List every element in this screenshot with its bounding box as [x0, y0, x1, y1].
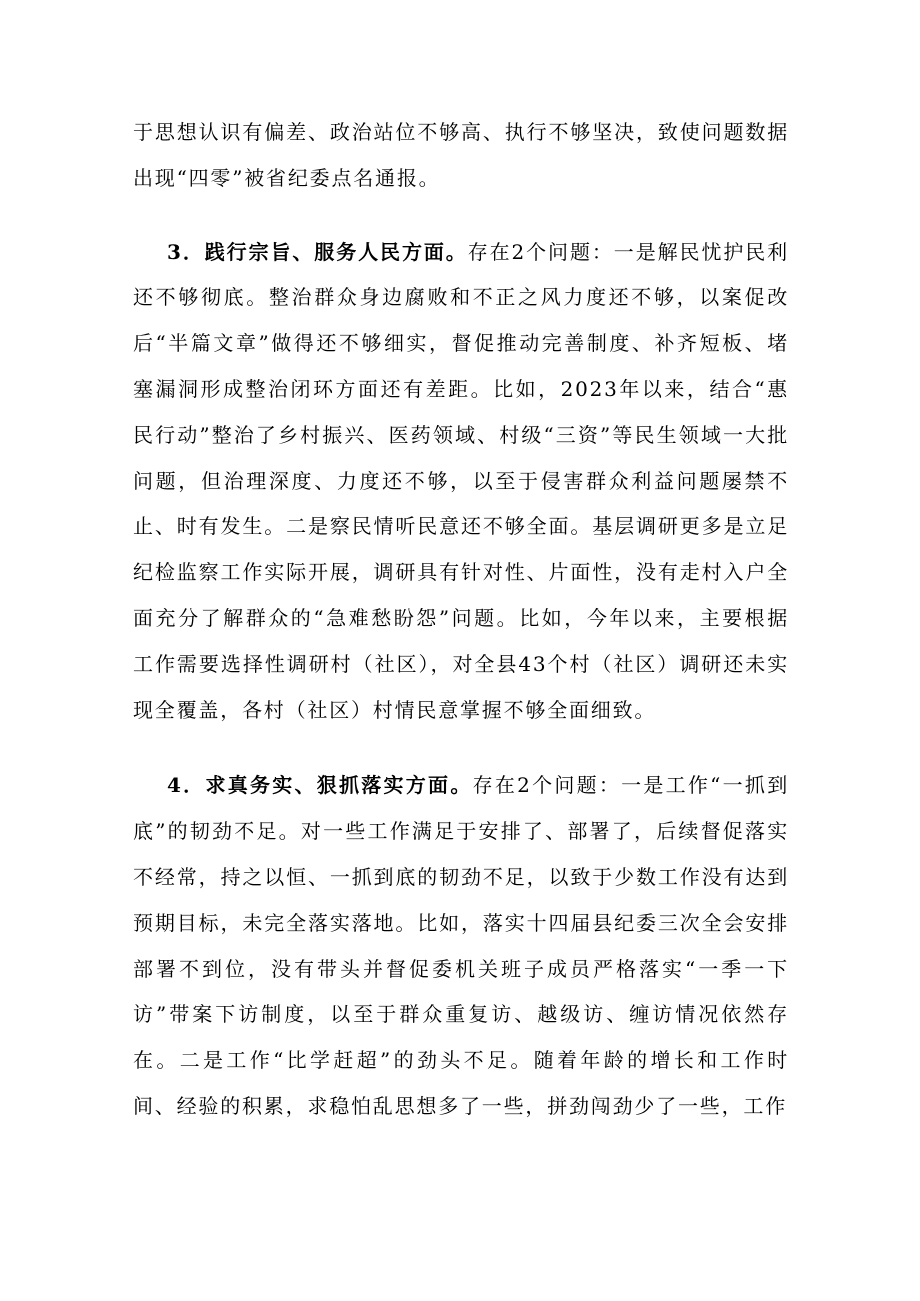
section-3-body: 存在2个问题：一是解民忧护民利还不够彻底。整治群众身边腐败和不正之风力度还不够，以案促改后“半篇文章”做得还不够细实，督促推动完善制度、补齐短板、堵塞漏洞形成整治闭环方面还有差距。比如，2023年以来，结合“惠民行动”整治了乡村振兴、医药领域、村级“三资”等民生领域一大批问题，但治理深度、力度还不够，以至于侵害群众利益问题屡禁不止、时有发生。二是察民情听民意还不够全面。基层调研更多是立足纪检监察工作实际开展，调研具有针对性、片面性，没有走村入户全面充分了解群众的“急难愁盼怨”问题。比如，今年以来，主要根据工作需要选择性调研村（社区），对全县43个村（社区）调研还未实现全覆盖，各村（社区）村情民意掌握不够全面细致。 — [133, 239, 789, 722]
document-page — [133, 110, 789, 1130]
paragraph-section-4 — [133, 763, 789, 1129]
section-4-body: 存在2个问题：一是工作“一抓到底”的韧劲不足。对一些工作满足于安排了、部署了，后续督促落实不经常，持之以恒、一抓到底的韧劲不足，以致于少数工作没有达到预期目标，未完全落实落地。比如，落实十四届县纪委三次全会安排部署不到位，没有带头并督促委机关班子成员严格落实“一季一下访”带案下访制度，以至于群众重复访、越级访、缠访情况依然存在。二是工作“比学赶超”的劲头不足。随着年龄的增长和工作时间、经验的积累，求稳怕乱思想多了一些，拼劲闯劲少了一些，工作 — [133, 773, 789, 1118]
section-3-heading: 3．践行宗旨、服务人民方面。 — [167, 239, 468, 264]
paragraph-continuation — [133, 110, 789, 202]
section-4-heading: 4．求真务实、狠抓落实方面。 — [167, 773, 473, 798]
paragraph-section-3 — [133, 230, 789, 734]
paragraph-body: 于思想认识有偏差、政治站位不够高、执行不够坚决，致使问题数据出现“四零”被省纪委点名通报。 — [133, 120, 789, 190]
